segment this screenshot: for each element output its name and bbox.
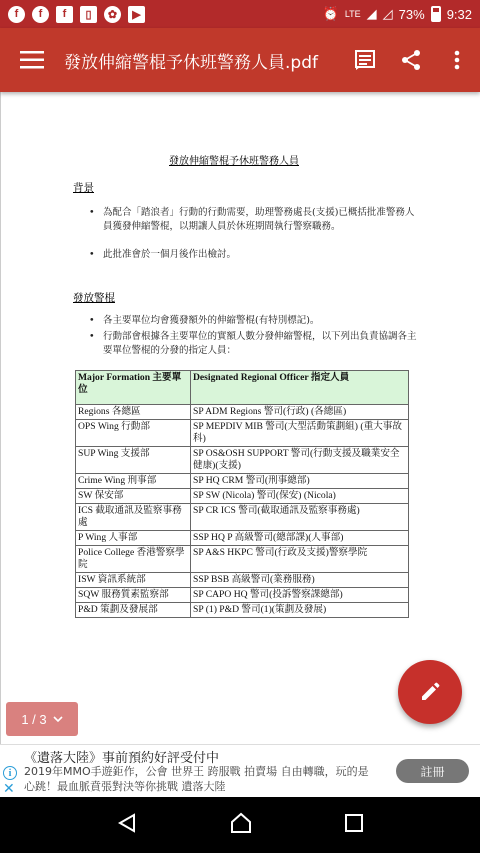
officer-assignment-table bbox=[75, 370, 409, 618]
page-indicator-label: 1 / 3 bbox=[21, 711, 47, 727]
officer-cell: SP OS&OSH SUPPORT 警司(行動支援及職業安全健康)(支援) bbox=[191, 447, 409, 474]
formation-cell: SUP Wing 支援部 bbox=[76, 447, 191, 474]
table-row bbox=[76, 588, 409, 603]
column-header-formation: Major Formation 主要單位 bbox=[76, 371, 191, 405]
table-row bbox=[76, 603, 409, 618]
share-icon[interactable] bbox=[388, 28, 434, 92]
table-row bbox=[76, 504, 409, 531]
recents-icon[interactable] bbox=[344, 813, 364, 837]
pencil-icon bbox=[419, 681, 441, 703]
play-store-icon: ▶ bbox=[128, 6, 145, 23]
ad-banner[interactable] bbox=[0, 744, 480, 796]
clock: 9:32 bbox=[446, 6, 472, 22]
table-header-row bbox=[76, 371, 409, 405]
formation-cell: SQW 服務質素監察部 bbox=[76, 588, 191, 603]
app-bar bbox=[0, 28, 480, 92]
facebook-icon: f bbox=[32, 6, 49, 23]
hamburger-menu-icon[interactable] bbox=[0, 28, 64, 92]
battery-percent: 73% bbox=[398, 6, 425, 22]
formation-cell: Crime Wing 刑事部 bbox=[76, 474, 191, 489]
bullet-dot: • bbox=[89, 207, 95, 218]
chevron-down-icon bbox=[53, 716, 63, 722]
page-indicator-button[interactable] bbox=[6, 702, 78, 736]
table-row bbox=[76, 420, 409, 447]
back-icon[interactable] bbox=[116, 812, 138, 838]
officer-cell: SP HQ CRM 警司(刑事總部) bbox=[191, 474, 409, 489]
facebook-icon: f bbox=[8, 6, 25, 23]
section-heading-background: 背景 bbox=[73, 182, 94, 194]
table-row bbox=[76, 474, 409, 489]
officer-cell: SP CR ICS 警司(截取通訊及監察事務處) bbox=[191, 504, 409, 531]
bullet-text: 行動部會根據各主要單位的實額人數分發伸縮警棍，以下列出負責協調各主要單位警棍的分發的指定人員： bbox=[103, 331, 417, 356]
officer-cell: SP ADM Regions 警司(行政) (各總區) bbox=[191, 405, 409, 420]
pdf-page bbox=[0, 92, 480, 744]
document-title: 發放伸縮警棍予休班警務人員.pdf bbox=[64, 52, 318, 73]
officer-cell: SP CAPO HQ 警司(投訴警察課總部) bbox=[191, 588, 409, 603]
formation-cell: SW 保安部 bbox=[76, 489, 191, 504]
formation-cell: ICS 截取通訊及監察事務處 bbox=[76, 504, 191, 531]
clipboard-icon: ▯ bbox=[80, 6, 97, 23]
officer-cell: SSP BSB 高級警司(業務服務) bbox=[191, 573, 409, 588]
bullet-item bbox=[89, 330, 419, 358]
table-row bbox=[76, 546, 409, 573]
table-row bbox=[76, 573, 409, 588]
formation-cell: P&D 策劃及發展部 bbox=[76, 603, 191, 618]
bullet-text: 各主要單位均會獲發額外的伸縮警棍(有特別標記)。 bbox=[103, 315, 320, 326]
table-row bbox=[76, 447, 409, 474]
ad-body[interactable]: 2019年MMO手遊鉅作，公會 世界王 跨服戰 拍賣場 自由轉職，玩的是心跳！最血脈賁張對決等你挑戰 遺落大陸 bbox=[24, 765, 369, 793]
reading-mode-icon[interactable] bbox=[342, 28, 388, 92]
column-header-officer: Designated Regional Officer 指定人員 bbox=[191, 371, 409, 405]
bullet-dot: • bbox=[89, 249, 95, 260]
navigation-bar bbox=[0, 797, 480, 853]
ad-register-button[interactable]: 註冊 bbox=[396, 759, 469, 783]
officer-cell: SP (1) P&D 警司(1)(策劃及發展) bbox=[191, 603, 409, 618]
pdf-viewer[interactable] bbox=[0, 92, 480, 744]
table-row bbox=[76, 531, 409, 546]
bullet-item bbox=[89, 206, 419, 234]
status-bar bbox=[0, 0, 480, 28]
close-icon[interactable]: ✕ bbox=[3, 781, 15, 797]
bullet-text: 為配合「踏浪者」行動的行動需要，助理警務處長(支援)已概括批准警務人員獲發伸縮警棍，以期讓人員於休班期間執行警察職務。 bbox=[103, 207, 415, 232]
table-row bbox=[76, 489, 409, 504]
bullet-text: 此批准會於一個月後作出檢討。 bbox=[103, 249, 237, 260]
network-type: LTE bbox=[344, 9, 361, 19]
formation-cell: OPS Wing 行動部 bbox=[76, 420, 191, 447]
officer-cell: SSP HQ P 高級警司(總部課)(人事部) bbox=[191, 531, 409, 546]
bullet-dot: • bbox=[89, 315, 95, 326]
signal-icon: ◢ bbox=[366, 6, 377, 21]
home-icon[interactable] bbox=[230, 812, 252, 838]
bullet-item bbox=[89, 248, 419, 262]
overflow-menu-icon[interactable] bbox=[434, 28, 480, 92]
app-notification-icon: ✿ bbox=[104, 6, 121, 23]
formation-cell: ISW 資訊系統部 bbox=[76, 573, 191, 588]
formation-cell: Police College 香港警察學院 bbox=[76, 546, 191, 573]
no-signal-icon: ◿ bbox=[382, 6, 393, 21]
ad-headline[interactable]: 《遺落大陸》事前預約好評受付中 bbox=[24, 751, 220, 766]
edit-fab-button[interactable] bbox=[398, 660, 462, 724]
facebook-square-icon: f bbox=[56, 6, 73, 23]
officer-cell: SP A&S HKPC 警司(行政及支援)警察學院 bbox=[191, 546, 409, 573]
battery-icon bbox=[431, 6, 441, 22]
formation-cell: Regions 各總區 bbox=[76, 405, 191, 420]
bullet-item bbox=[89, 314, 419, 328]
ad-info-icon[interactable]: i bbox=[3, 766, 17, 780]
table-row bbox=[76, 405, 409, 420]
formation-cell: P Wing 人事部 bbox=[76, 531, 191, 546]
pdf-heading: 發放伸縮警棍予休班警務人員 bbox=[169, 156, 299, 167]
alarm-icon: ⏰ bbox=[322, 6, 339, 21]
officer-cell: SP MEPDIV MIB 警司(大型活動策劃組) (重大事故科) bbox=[191, 420, 409, 447]
section-heading-issue: 發放警棍 bbox=[73, 292, 115, 304]
bullet-dot: • bbox=[89, 331, 95, 342]
officer-cell: SP SW (Nicola) 警司(保安) (Nicola) bbox=[191, 489, 409, 504]
